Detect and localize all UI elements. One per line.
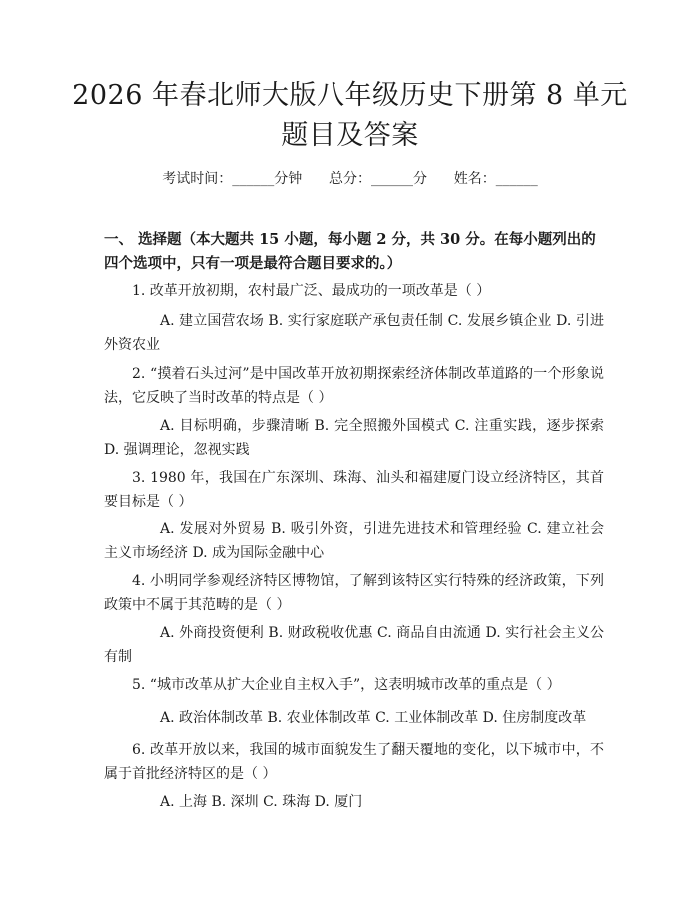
question-stem: 4. 小明同学参观经济特区博物馆，了解到该特区实行特殊的经济政策，下列政策中不属于其范畴的是（ ） [104, 573, 604, 613]
question-stem: 2. “摸着石头过河”是中国改革开放初期探索经济体制改革道路的一个形象说法，它反映了当时改革的特点是（ ） [104, 366, 604, 406]
question-stem: 5. “城市改革从扩大企业自主权入手”，这表明城市改革的重点是（ ） [132, 677, 561, 693]
section-heading: 一、 选择题（本大题共 15 小题，每小题 2 分，共 30 分。在每小题列出的四个选项中，只有一项是最符合题目要求的。） [104, 231, 596, 272]
question-stem: 6. 改革开放以来，我国的城市面貌发生了翻天覆地的变化，以下城市中，不属于首批经济特区的是（ ） [104, 742, 604, 782]
question-options: A. 上海 B. 深圳 C. 珠海 D. 厦门 [160, 794, 363, 810]
exam-info-line: 考试时间：______分钟 总分：______分 姓名：______ [162, 171, 538, 187]
question-options: A. 外商投资便利 B. 财政税收优惠 C. 商品自由流通 D. 实行社会主义公有制 [104, 625, 604, 665]
question-options: A. 建立国营农场 B. 实行家庭联产承包责任制 C. 发展乡镇企业 D. 引进外资农业 [104, 313, 604, 353]
question-options: A. 目标明确，步骤清晰 B. 完全照搬外国模式 C. 注重实践，逐步探索 D. 强调理论，忽视实践 [104, 418, 604, 458]
question-options: A. 发展对外贸易 B. 吸引外资，引进先进技术和管理经验 C. 建立社会主义市场经济 D. 成为国际金融中心 [104, 521, 604, 561]
document-title-line2: 题目及答案 [281, 120, 419, 151]
question-stem: 3. 1980 年，我国在广东深圳、珠海、汕头和福建厦门设立经济特区，其首要目标是（ ） [104, 470, 604, 510]
question-options: A. 政治体制改革 B. 农业体制改革 C. 工业体制改革 D. 住房制度改革 [160, 710, 587, 726]
document-title-line1: 2026 年春北师大版八年级历史下册第 8 单元 [72, 80, 628, 111]
question-stem: 1. 改革开放初期，农村最广泛、最成功的一项改革是（ ） [132, 283, 491, 299]
